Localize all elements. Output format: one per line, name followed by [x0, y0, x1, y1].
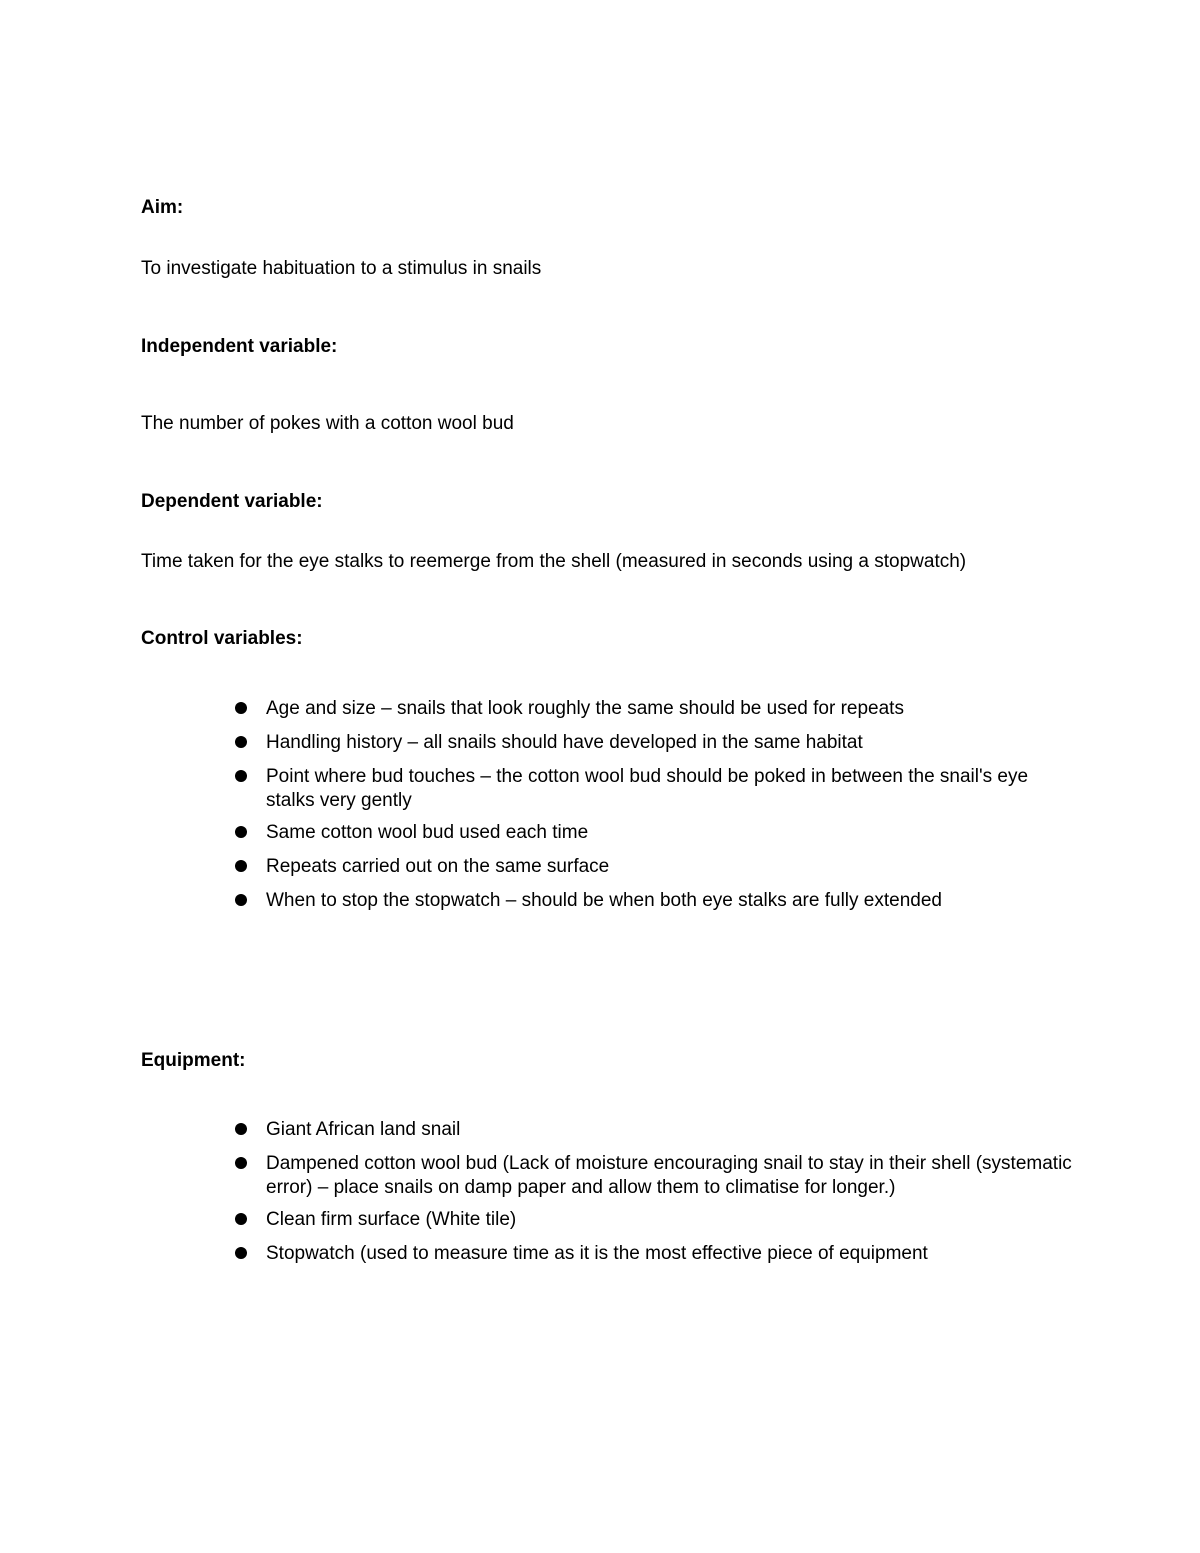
list-item [232, 1118, 1072, 1142]
bullet-icon [235, 736, 247, 748]
bullet-icon [235, 860, 247, 872]
bullet-icon [235, 1213, 247, 1225]
list-item [232, 697, 1072, 721]
aim-text: To investigate habituation to a stimulus in snails [141, 258, 542, 279]
list-item [232, 731, 1072, 755]
list-item-text: When to stop the stopwatch – should be when both eye stalks are fully extended [266, 890, 942, 911]
bullet-icon [235, 1157, 247, 1169]
list-item [232, 1208, 1072, 1232]
list-item-text: Giant African land snail [266, 1119, 461, 1140]
dependent-variable-text: Time taken for the eye stalks to reemerge from the shell (measured in seconds using a stopwatch) [141, 551, 967, 572]
list-item [232, 855, 1072, 879]
list-item-text: Stopwatch (used to measure time as it is the most effective piece of equipment [266, 1243, 928, 1264]
list-item [232, 821, 1072, 845]
list-item-text: Point where bud touches – the cotton wool bud should be poked in between the snail's eye stalks very gently [266, 766, 1029, 811]
dependent-variable-heading: Dependent variable: [141, 491, 323, 512]
bullet-icon [235, 1123, 247, 1135]
list-item-text: Repeats carried out on the same surface [266, 856, 610, 877]
list-item [232, 1152, 1072, 1200]
list-item-text: Handling history – all snails should have developed in the same habitat [266, 732, 863, 753]
bullet-icon [235, 826, 247, 838]
list-item-text: Same cotton wool bud used each time [266, 822, 589, 843]
list-item [232, 765, 1072, 813]
list-item-text: Age and size – snails that look roughly the same should be used for repeats [266, 698, 904, 719]
independent-variable-heading: Independent variable: [141, 336, 338, 357]
list-item-text: Clean firm surface (White tile) [266, 1209, 517, 1230]
control-variables-heading: Control variables: [141, 628, 303, 649]
list-item-text: Dampened cotton wool bud (Lack of moisture encouraging snail to stay in their shell (systematic error) – place snails on damp paper and allow them to climatise for longer.) [266, 1153, 1072, 1198]
independent-variable-text: The number of pokes with a cotton wool bud [141, 413, 514, 434]
bullet-icon [235, 770, 247, 782]
list-item [232, 889, 1072, 913]
bullet-icon [235, 1247, 247, 1259]
list-item [232, 1242, 1072, 1266]
bullet-icon [235, 894, 247, 906]
aim-heading: Aim: [141, 197, 184, 218]
bullet-icon [235, 702, 247, 714]
equipment-heading: Equipment: [141, 1050, 246, 1071]
